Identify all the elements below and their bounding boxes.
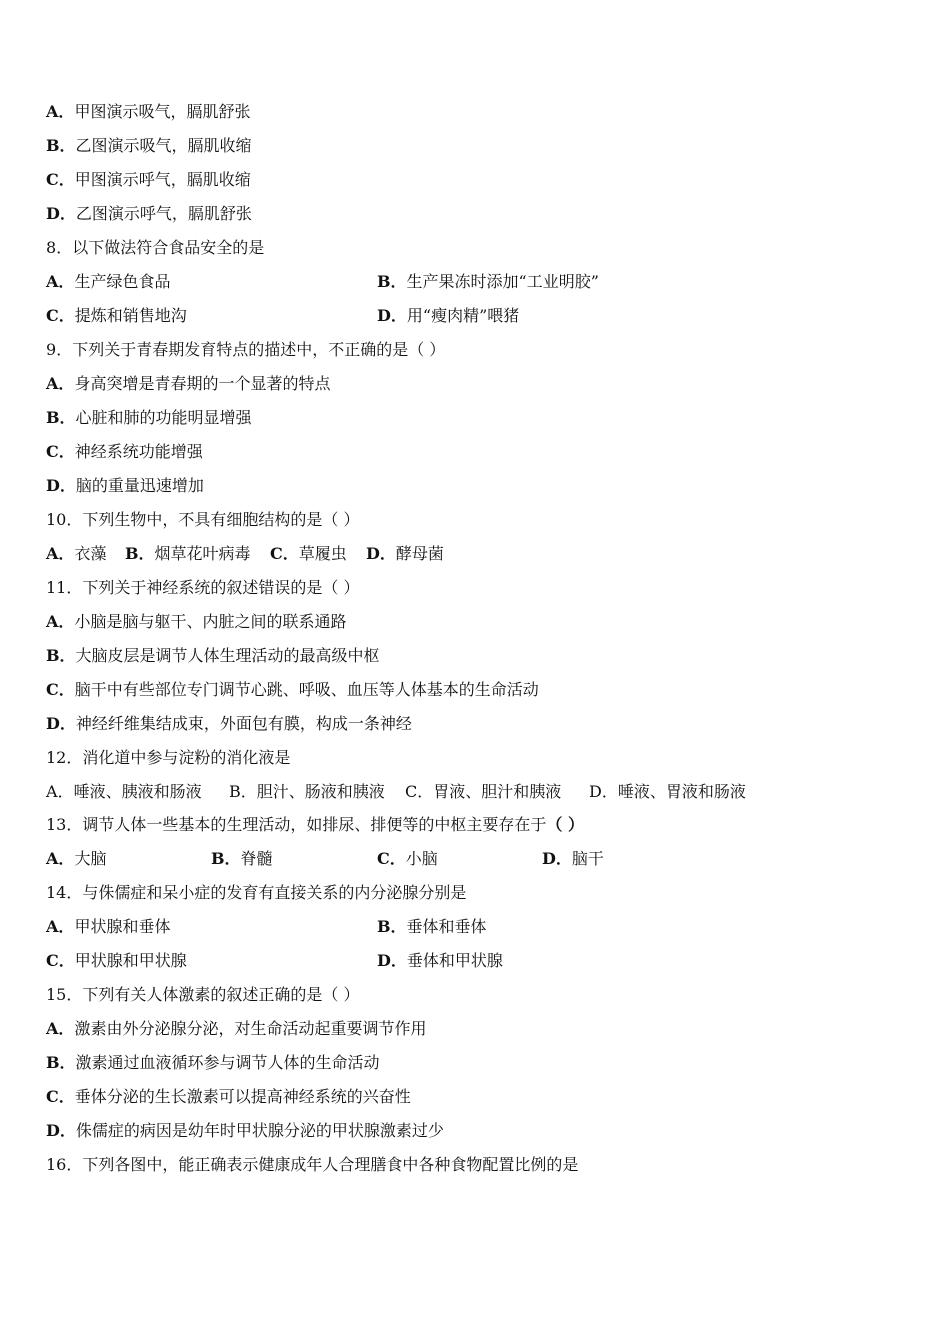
q15-option-d: D．侏儒症的病因是幼年时甲状腺分泌的甲状腺激素过少 [46,1121,444,1140]
q8-stem: 8．以下做法符合食品安全的是 [46,238,265,257]
q16-stem: 16．下列各图中，能正确表示健康成年人合理膳食中各种食物配置比例的是 [46,1155,579,1174]
q8-options-row1 [46,269,906,295]
q8-option-b: B．生产果冻时添加“工业明胶” [377,272,599,291]
q14-option-c: C．甲状腺和甲状腺 [46,951,187,970]
q11-stem: 11．下列关于神经系统的叙述错误的是（ ） [46,578,360,597]
q13-option-a: A．大脑 [46,849,107,868]
q13-option-b: B．脊髓 [211,849,273,868]
q13-answer-paren: （ ） [546,815,584,834]
q9-option-d: D．脑的重量迅速增加 [46,476,204,495]
q14-option-b: B．垂体和垂体 [377,917,487,936]
q7-option-a: A．甲图演示吸气，膈肌舒张 [46,102,251,121]
q8-option-c: C．提炼和销售地沟 [46,306,187,325]
q15-stem: 15．下列有关人体激素的叙述正确的是（ ） [46,985,360,1004]
q14-stem: 14．与侏儒症和呆小症的发育有直接关系的内分泌腺分别是 [46,883,467,902]
q13-option-d: D．脑干 [542,849,604,868]
q11-option-d: D．神经纤维集结成束，外面包有膜，构成一条神经 [46,714,412,733]
q9-option-c: C．神经系统功能增强 [46,442,203,461]
q11-option-a: A．小脑是脑与躯干、内脏之间的联系通路 [46,612,347,631]
q12-option-b: B．胆汁、肠液和胰液 [229,782,385,801]
q9-option-a: A．身高突增是青春期的一个显著的特点 [46,374,331,393]
q7-option-d: D．乙图演示呼气，膈肌舒张 [46,204,252,223]
q14-options-row2 [46,948,906,974]
q12-option-d: D．唾液、胃液和肠液 [589,782,746,801]
q13-option-c: C．小脑 [377,849,438,868]
q14-options-row1 [46,914,906,940]
q10-options-row [46,541,906,567]
q10-option-c: C．草履虫 [270,544,347,563]
q13-options-row [46,846,906,872]
q8-options-row2 [46,303,906,329]
q8-option-a: A．生产绿色食品 [46,272,171,291]
q12-options-row [46,779,906,805]
q13-stem: 13．调节人体一些基本的生理活动，如排尿、排便等的中枢主要存在于（ ） [46,815,584,834]
q14-option-a: A．甲状腺和垂体 [46,917,171,936]
q15-option-c: C．垂体分泌的生长激素可以提高神经系统的兴奋性 [46,1087,411,1106]
q14-option-d: D．垂体和甲状腺 [377,951,503,970]
q11-option-b: B．大脑皮层是调节人体生理活动的最高级中枢 [46,646,380,665]
q9-option-b: B．心脏和肺的功能明显增强 [46,408,252,427]
q10-stem: 10．下列生物中，不具有细胞结构的是（ ） [46,510,360,529]
q10-option-a: A．衣藻 [46,544,107,563]
q12-stem: 12．消化道中参与淀粉的消化液是 [46,748,291,767]
q7-option-c: C．甲图演示呼气，膈肌收缩 [46,170,251,189]
q15-option-a: A．激素由外分泌腺分泌，对生命活动起重要调节作用 [46,1019,427,1038]
q12-option-a: A．唾液、胰液和肠液 [46,782,202,801]
q9-stem: 9．下列关于青春期发育特点的描述中，不正确的是（ ） [46,340,446,359]
q15-option-b: B．激素通过血液循环参与调节人体的生命活动 [46,1053,380,1072]
q11-option-c: C．脑干中有些部位专门调节心跳、呼吸、血压等人体基本的生命活动 [46,680,539,699]
q8-option-d: D．用“瘦肉精”喂猪 [377,306,520,325]
q10-option-d: D．酵母菌 [366,544,444,563]
q12-option-c: C．胃液、胆汁和胰液 [405,782,562,801]
q10-option-b: B．烟草花叶病毒 [125,544,251,563]
q7-option-b: B．乙图演示吸气，膈肌收缩 [46,136,252,155]
